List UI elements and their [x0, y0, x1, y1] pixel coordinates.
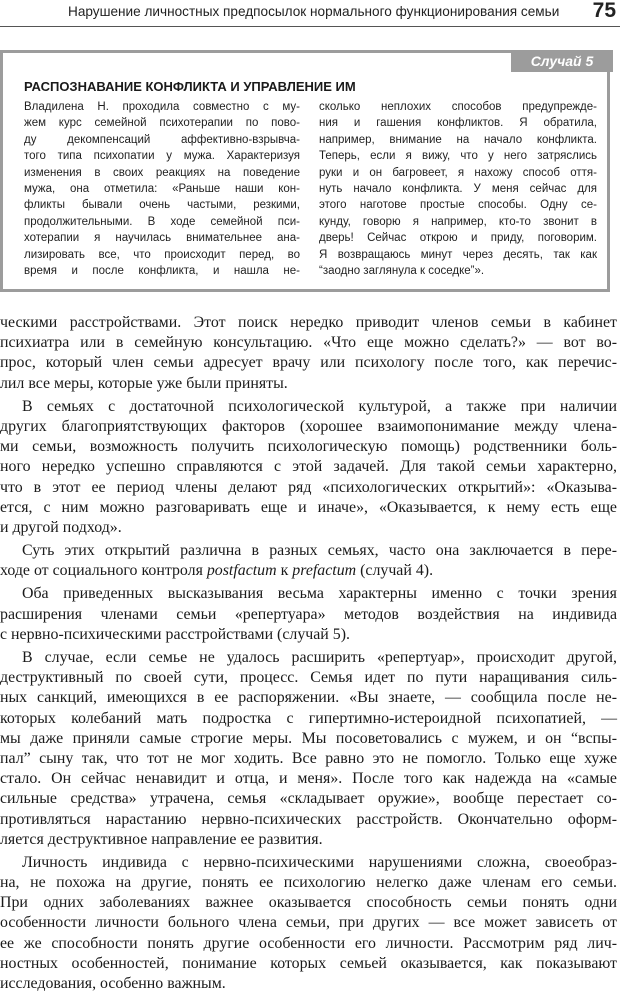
body-line: мы даже приняли самые строгие меры. Мы посоветовались с мужем, и он “вспы- — [0, 729, 617, 747]
body-italic-term: postfactum — [206, 562, 277, 580]
body-line: и другой подход». — [0, 518, 122, 536]
page-number: 75 — [592, 0, 616, 22]
case-text-line: нуть начало конфликта. У меня сейчас для — [319, 182, 597, 195]
case-text-line: хотерапии я научилась внимательнее ана- — [24, 232, 300, 245]
header-rule — [0, 26, 620, 27]
body-text-run: (случай 4). — [356, 562, 434, 580]
case-text-line: сколько неплохих способов предупрежде- — [319, 101, 597, 113]
body-line: При одних заболеваниях важнее оказывается способность семьи понять одни — [0, 894, 617, 912]
body-line: на, не похожа на другие, понять ее психологию нелегко даже членам его семьи. — [0, 874, 617, 892]
body-line: ми семьи, возможность получить психологическую помощь) родственники боль- — [0, 438, 617, 456]
body-line: Личность индивида с нервно-психическими нарушениями сложна, своеобраз- — [22, 853, 617, 871]
case-text-line: изменения в своих реакциях на поведение — [24, 166, 300, 179]
case-text-line: “заодно заглянула к соседке”». — [319, 264, 485, 277]
body-line: которых колебаний мать подростка с гипертимно-истероидной психопатией, — — [0, 709, 617, 727]
body-line: с нервно-психическими расстройствами (случай 5). — [0, 625, 350, 643]
case-text-line: Я возвращаюсь минут через десять, так как — [319, 248, 597, 261]
body-line: ных санкций, имеющихся в ее распоряжении. «Вы знаете, — сообщила после не- — [0, 689, 617, 707]
body-line: В семьях с достаточной психологической культурой, а также при наличии — [22, 397, 617, 415]
case-text-right-column — [319, 99, 597, 279]
case-text-line: ния и гашения конфликтов. Я обратила, — [319, 117, 597, 130]
body-line: противляться нарастанию нервно-психических расстройств. Окончательно оформ- — [0, 810, 617, 828]
case-text-line: руки и он багровеет, я нахожу способ оття- — [319, 166, 597, 179]
case-text-line: кунду, говорю я например, кто-то звонит в — [319, 215, 597, 228]
case-text-line: этого наготове простые способы. Одну се- — [319, 199, 597, 212]
case-text-line: Владилена Н. проходила совместно с му- — [24, 101, 300, 113]
body-line: В случае, если семье не удалось расширить «репертуар», происходит другой, — [22, 649, 617, 666]
body-line: ляется деструктивное направление ее развития. — [0, 830, 323, 848]
body-text-run: ходе от социального контроля — [0, 562, 207, 580]
body-line: что в этот ее период члены делают ряд «психологических открытий»: «Оказыва- — [0, 478, 617, 496]
body-line: ее же способности понять другие особенности его личности. Рассмотрим ряд лич- — [0, 934, 617, 952]
body-line: пал” сыну так, что тот не мог ходить. Все равно это не помогло. Только еще хуже — [0, 749, 617, 767]
body-line: прос, который член семьи адресует врачу или психологу после того, как перечис- — [0, 354, 617, 372]
body-line: ется, с ним можно разговаривать еще и иначе», «Оказывается, к нему есть еще — [0, 498, 617, 516]
case-text-line: Теперь, если я вижу, что у него затряслись — [319, 150, 597, 163]
body-line: стало. Он сейчас ненавидит и отца, и меня». После того как надежда на «самые — [0, 770, 617, 788]
main-body-text — [0, 313, 617, 994]
case-title: РАСПОЗНАВАНИЕ КОНФЛИКТА И УПРАВЛЕНИЕ ИМ — [24, 79, 356, 94]
body-text-run: к — [276, 562, 293, 580]
body-line: сильные средства» утрачена, семья «складывает оружие», вообще перестает со- — [0, 790, 617, 808]
case-text-line: дверь! Сейчас открою и приду, поговорим. — [319, 232, 597, 245]
case-text-line: жем курс семейной психотерапии по пово- — [24, 117, 300, 130]
body-line: особенности личности больного члена семьи, при других — все может зависеть от — [0, 914, 617, 932]
body-line: лил все меры, которые уже были приняты. — [0, 374, 288, 392]
body-line: расширения членами семьи «репертуара» методов воздействия на индивида — [0, 605, 617, 623]
body-italic-term: prefactum — [292, 562, 357, 580]
body-line: Оба приведенных высказывания весьма характерны именно с точки зрения — [22, 585, 617, 603]
body-line: других благоприятствующих факторов (хорошее взаимопонимание между членa- — [0, 417, 617, 435]
body-line: психиатра или в семейную консультацию. «Что еще можно сделать?» — вот во- — [0, 334, 617, 352]
case-text-line: продолжительными. В ходе семейной пси- — [24, 215, 300, 228]
running-header-title: Нарушение личностных предпосылок нормального функционирования семьи — [68, 4, 560, 19]
case-text-line: ду декомпенсаций аффективно-взрывча- — [24, 133, 300, 146]
case-text-left-column — [24, 99, 300, 279]
page-header — [0, 0, 620, 30]
body-line: деструктивный по своей сути, процесс. Семья идет по пути наращивания силь- — [0, 669, 617, 687]
body-line — [0, 561, 617, 581]
case-label-tab: Случай 5 — [511, 50, 613, 72]
body-line: ностных особенностей, понимание которых семьей оказывается, как показывают — [0, 954, 617, 972]
body-line: ческими расстройствами. Этот поиск нередко приводит членов семьи в кабинет — [0, 314, 617, 331]
case-text-line: мужа, она отметила: «Раньше наши кон- — [24, 182, 300, 195]
body-line: ного нередко успешно справляются с этой задачей. Для такой семьи характерно, — [0, 458, 617, 476]
case-text-line: лизировать все, что происходит перед, во — [24, 248, 300, 261]
case-text-line: фликты бывали очень частыми, резкими, — [24, 199, 300, 212]
body-line: исследования, особенно важным. — [0, 975, 226, 992]
body-line: Суть этих открытий различна в разных семьях, часто она заключается в пере- — [22, 542, 617, 560]
case-text-line: время и после конфликта, и нашла не- — [24, 264, 300, 277]
case-text-line: например, внимание на начало конфликта. — [319, 133, 597, 146]
case-text-line: того типа психопатии у мужа. Характеризуя — [24, 150, 300, 163]
